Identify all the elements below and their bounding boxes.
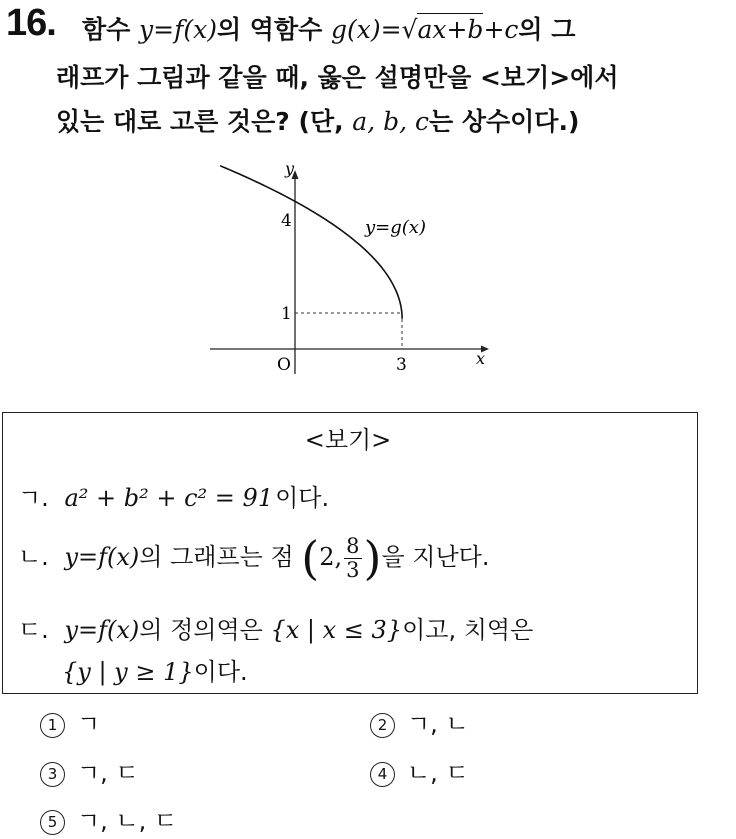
- choice-text: ㄱ, ㄷ: [77, 759, 139, 787]
- question-line-1: [82, 10, 575, 46]
- bogi-item-3: [18, 610, 533, 645]
- choice-4[interactable]: [370, 753, 469, 788]
- question-line-2: 래프가 그림과 같을 때, 옳은 설명만을 <보기>에서: [56, 63, 619, 92]
- item-text: 의 정의역은: [139, 616, 263, 644]
- item-text: 의 그래프는 점: [139, 543, 294, 571]
- fraction-denominator: 3: [346, 557, 360, 582]
- y-tick-4: 4: [281, 211, 292, 231]
- y-axis-label: y: [285, 159, 295, 178]
- range-set: {y | y ≥ 1}: [62, 658, 194, 686]
- item-mark: ㄴ.: [18, 543, 49, 571]
- item-text: 이다.: [193, 658, 248, 686]
- constants-list: a, b, c: [352, 107, 429, 136]
- fraction-numerator: 8: [346, 534, 360, 559]
- constant-c: +c: [483, 15, 519, 44]
- function-g: g(x)=: [330, 15, 402, 44]
- bogi-item-3-cont: [62, 652, 248, 687]
- bogi-title: <보기>: [304, 426, 392, 454]
- choice-3[interactable]: [40, 753, 139, 788]
- choice-5[interactable]: [40, 801, 177, 836]
- item-function: y=f(x): [64, 543, 140, 571]
- origin-label: O: [277, 355, 291, 375]
- choice-text: ㄱ, ㄴ, ㄷ: [77, 807, 178, 835]
- fraction: [344, 535, 361, 580]
- sqrt-radicand: ax+b: [417, 15, 484, 44]
- item-mark: ㄱ.: [18, 484, 49, 512]
- x-axis-label: x: [476, 349, 486, 368]
- item-text: 을 지난다.: [381, 543, 490, 571]
- choice-number-icon: 2: [370, 713, 395, 738]
- item-function: y=f(x): [64, 616, 140, 644]
- question-text: 함수: [82, 15, 140, 44]
- question-text: 의 그: [518, 15, 576, 44]
- x-tick-3: 3: [396, 355, 407, 375]
- choice-text: ㄱ: [77, 710, 101, 738]
- curve-label: y=g(x): [365, 217, 426, 238]
- item-text: 이다.: [275, 484, 330, 512]
- close-paren: ): [363, 531, 382, 585]
- function-graph: [195, 148, 495, 380]
- question-line-3: [56, 102, 579, 138]
- item-mark: ㄷ.: [18, 616, 49, 644]
- function-f: y=f(x): [139, 15, 217, 44]
- sqrt-symbol: √: [401, 15, 418, 44]
- choice-number-icon: 4: [370, 762, 395, 787]
- domain-set: {x | x ≤ 3}: [270, 616, 403, 644]
- curve-g: [220, 166, 402, 319]
- question-text: 의 역함수: [216, 15, 331, 44]
- choice-number-icon: 3: [40, 762, 65, 787]
- choice-2[interactable]: [370, 704, 469, 739]
- item-math: a² + b² + c² = 91: [64, 484, 274, 512]
- choice-text: ㄱ, ㄴ: [407, 710, 469, 738]
- item-text: 이고, 치역은: [402, 616, 534, 644]
- y-tick-1: 1: [281, 304, 292, 324]
- bogi-item-1: [18, 478, 329, 513]
- choice-number-icon: 1: [40, 713, 65, 738]
- open-paren: (: [301, 531, 320, 585]
- choice-number-icon: 5: [40, 810, 65, 835]
- question-text: 는 상수이다.): [429, 107, 580, 136]
- question-number: 16.: [6, 2, 56, 44]
- question-text: 있는 대로 고른 것은? (단,: [56, 107, 353, 136]
- choice-text: ㄴ, ㄷ: [407, 759, 469, 787]
- choice-1[interactable]: [40, 704, 100, 739]
- bogi-item-2: [18, 531, 490, 585]
- point-x: 2,: [319, 543, 343, 571]
